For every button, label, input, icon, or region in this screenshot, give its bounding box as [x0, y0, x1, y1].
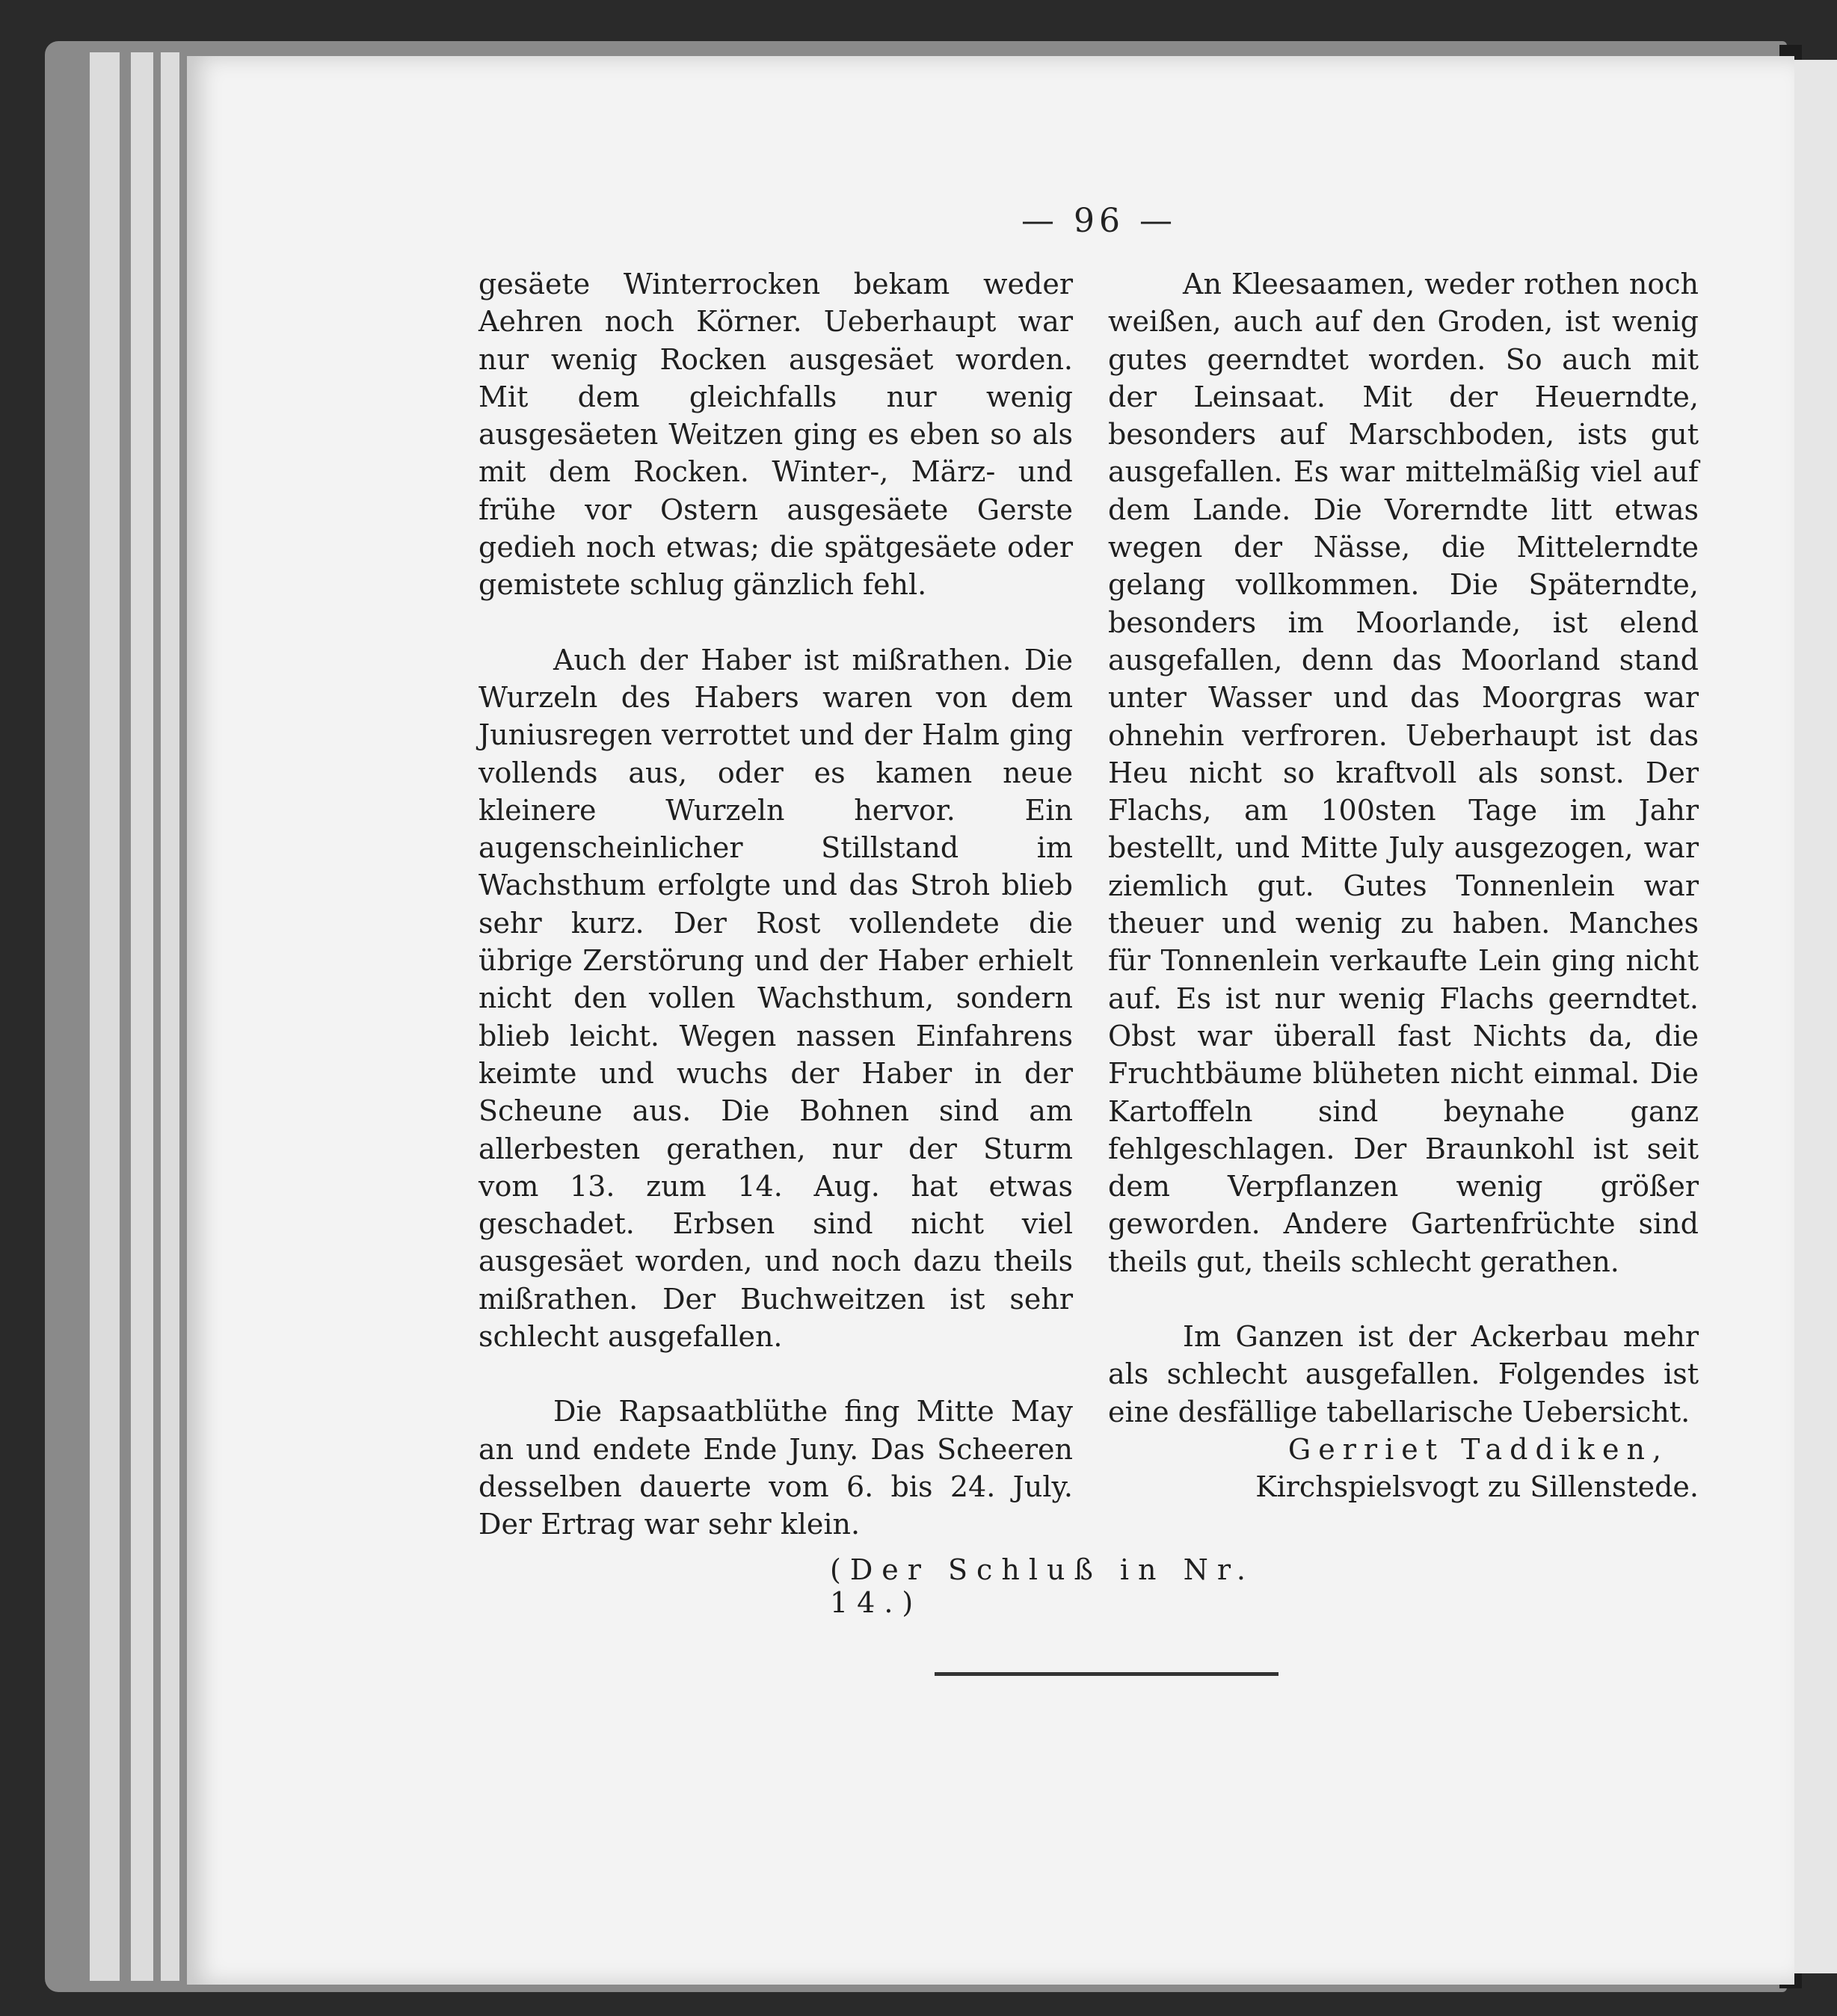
closing-note: (Der Schluß in Nr. 14.): [830, 1553, 1255, 1619]
right-column: [1108, 265, 1699, 1506]
page-number: — 96 —: [1021, 202, 1177, 240]
paragraph: Im Ganzen ist der Ackerbau mehr als schlecht ausgefallen. Folgendes ist eine desfällige tabellarische Uebersicht.: [1108, 1320, 1699, 1428]
page-edge: [90, 52, 120, 1981]
paragraph: gesäete Winterrocken bekam weder Aehren noch Körner. Ueberhaupt war nur wenig Rocken ausgesäet worden. Mit dem gleichfalls nur wenig ausgesäeten Weitzen ging es eben so als mit dem Rocken. Winter-, März- und frühe vor Ostern ausgesäete Gerste gedieh noch etwas; die spätgesäete oder gemistete schlug gänzlich fehl.: [479, 268, 1073, 602]
divider-rule: [935, 1672, 1278, 1676]
page-edge: [131, 52, 153, 1981]
signature-title: Kirchspielsvogt zu Sillenstede.: [1255, 1470, 1699, 1504]
signature-name: Gerriet Taddiken,: [1287, 1432, 1669, 1466]
signature-block: [1108, 1431, 1699, 1506]
page-edge: [161, 52, 179, 1981]
paragraph: Die Rapsaatblüthe fing Mitte May an und endete Ende Juny. Das Scheeren desselben dauerte vom 6. bis 24. July. Der Ertrag war sehr klein.: [479, 1395, 1073, 1541]
paragraph: An Kleesaamen, weder rothen noch weißen, auch auf den Groden, ist wenig gutes geerndtet worden. So auch mit der Leinsaat. Mit der Heuerndte, besonders auf Marschboden, ists gut ausgefallen. Es war mittelmäßig viel auf dem Lande. Die Vorerndte litt etwas wegen der Nässe, die Mittelerndte gelang vollkommen. Die Späterndte, besonders im Moorlande, ist elend ausgefallen, denn das Moorland stand unter Wasser und das Moorgras war ohnehin verfroren. Ueberhaupt ist das Heu nicht so kraftvoll als sonst. Der Flachs, am 100sten Tage im Jahr bestellt, und Mitte July ausgezogen, war ziemlich gut. Gutes Tonnenlein war theuer und wenig zu haben. Manches für Tonnenlein verkaufte Lein ging nicht auf. Es ist nur wenig Flachs geerndtet. Obst war überall fast Nichts da, die Fruchtbäume blüheten nicht einmal. Die Kartoffeln sind beynahe ganz fehlgeschlagen. Der Braunkohl ist seit dem Verpflanzen wenig größer geworden. Andere Gartenfrüchte sind theils gut, theils schlecht gerathen.: [1108, 268, 1699, 1278]
facing-page-edge: [1791, 60, 1837, 1973]
left-column: [479, 265, 1073, 1544]
paragraph: Auch der Haber ist mißrathen. Die Wurzeln des Habers waren von dem Juniusregen verrottet und der Halm ging vollends aus, oder es kamen neue kleinere Wurzeln hervor. Ein augenscheinlicher Stillstand im Wachsthum erfolgte und das Stroh blieb sehr kurz. Der Rost vollendete die übrige Zerstörung und der Haber erhielt nicht den vollen Wachsthum, sondern blieb leicht. Wegen nassen Einfahrens keimte und wuchs der Haber in der Scheune aus. Die Bohnen sind am allerbesten gerathen, nur der Sturm vom 13. zum 14. Aug. hat etwas geschadet. Erbsen sind nicht viel ausgesäet worden, und noch dazu theils mißrathen. Der Buchweitzen ist sehr schlecht ausgefallen.: [479, 643, 1073, 1354]
